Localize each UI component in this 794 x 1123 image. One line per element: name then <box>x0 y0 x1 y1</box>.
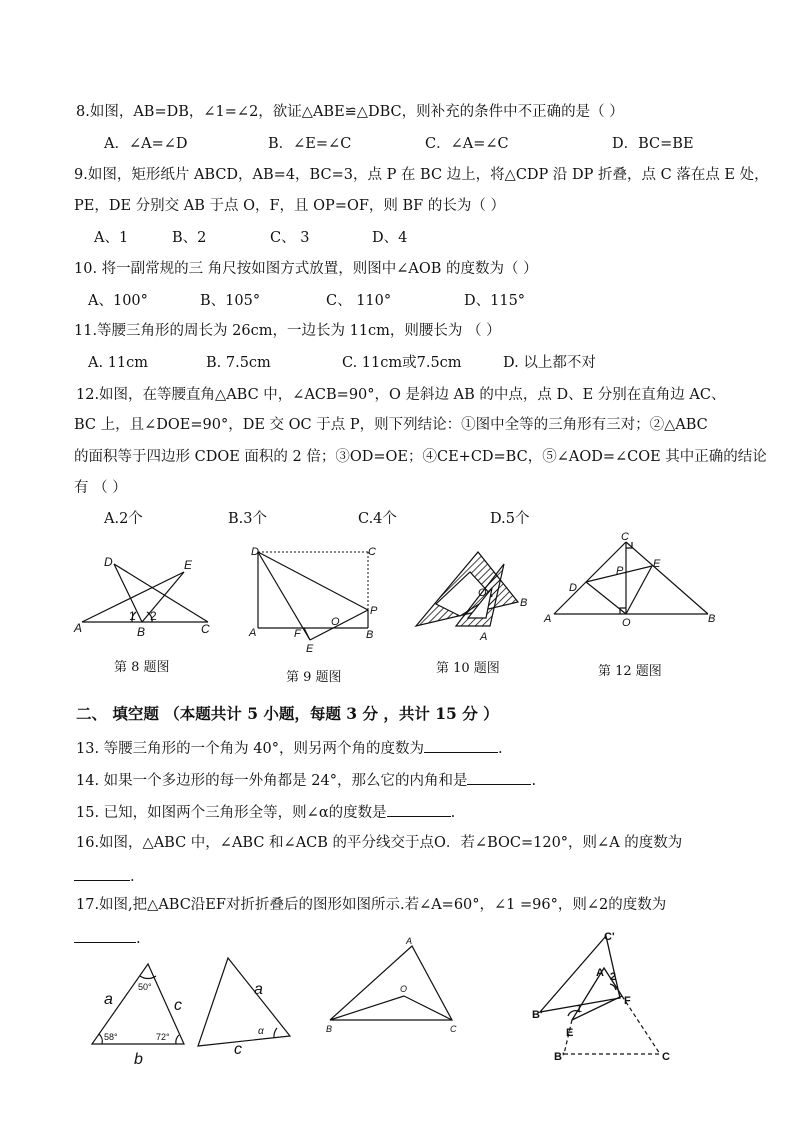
q8-option-d: D．BC=BE <box>612 136 694 152</box>
q14-period: . <box>531 773 537 789</box>
q15-line <box>76 802 455 822</box>
fig17-label-a: A <box>596 967 604 979</box>
fig10-label-a: A <box>480 631 488 643</box>
q10-option-b: B、105° <box>200 293 261 309</box>
q15-period: . <box>450 805 456 821</box>
fig8-label-2: 2 <box>150 609 157 623</box>
q14-line <box>76 770 536 790</box>
figure-12-caption: 第 12 题图 <box>598 664 662 679</box>
fig15-label-a-right: a <box>254 981 263 998</box>
figure-9 <box>244 542 384 655</box>
q8-option-a: A．∠A=∠D <box>104 136 188 152</box>
q13-text: 13. 等腰三角形的一个角为 40°，则另两个角的度数为 <box>76 741 424 757</box>
q17-text: 17.如图,把△ABC沿EF对折折叠后的图形如图所示.若∠A=60°，∠1 =96°，则∠2的度数为 <box>76 897 667 913</box>
q11-option-b: B. 7.5cm <box>206 355 271 371</box>
q10-option-d: D、115° <box>464 293 526 309</box>
fig17-label-c-prime: C' <box>604 931 615 943</box>
fig8-label-b: B <box>137 625 146 639</box>
q11-stem: 11.等腰三角形的周长为 26cm，一边长为 11cm，则腰长为 （ ） <box>74 323 501 339</box>
q9-line2: PE，DE 分别交 AB 于点 O，F，且 OP=OF，则 BF 的长为（ ） <box>74 198 505 214</box>
q9-option-d: D、4 <box>372 230 408 246</box>
fig15-label-a-left: a <box>104 991 113 1008</box>
fig9-label-p: P <box>370 605 378 617</box>
q13-answer-blank[interactable] <box>424 738 498 753</box>
q11-option-a: A. 11cm <box>88 355 149 371</box>
fig9-label-o: O <box>331 616 340 628</box>
q16-answer-blank[interactable] <box>74 866 130 881</box>
q16-period: . <box>130 869 135 885</box>
q9-option-c: C、 3 <box>270 230 310 246</box>
fig12-label-d: D <box>569 582 577 594</box>
fig12-label-p: P <box>616 565 624 577</box>
q9-option-b: B、2 <box>172 230 207 246</box>
fig8-label-d: D <box>104 555 113 569</box>
fig12-label-o: O <box>622 617 631 629</box>
fig15-angle-alpha: α <box>258 1026 264 1037</box>
fig15-angle-72: 72° <box>156 1032 170 1042</box>
fig9-label-d: D <box>251 546 259 558</box>
fig9-label-f: F <box>294 628 301 640</box>
fig8-label-1: 1 <box>129 609 136 623</box>
fig17-label-2: 2 <box>610 971 617 983</box>
figure-17 <box>528 926 678 1066</box>
q12-option-c: C.4个 <box>358 511 397 527</box>
figure-15 <box>88 952 298 1070</box>
q8-option-b: B．∠E=∠C <box>268 136 352 152</box>
q17-answer-blank[interactable] <box>74 928 136 943</box>
q12-option-a: A.2个 <box>104 511 143 527</box>
q10-stem: 10. 将一副常规的三 角尺按如图方式放置，则图中∠AOB 的度数为（ ） <box>74 261 538 277</box>
q16-line2 <box>74 866 135 886</box>
q12-line3: 的面积等于四边形 CDOE 面积的 2 倍；③OD=OE；④CE+CD=BC，⑤∠AOD=∠COE 其中正确的结论 <box>74 449 767 465</box>
q13-period: . <box>497 741 503 757</box>
fig10-label-o: O <box>478 587 487 599</box>
q11-option-d: D. 以上都不对 <box>503 355 596 371</box>
fig12-label-a: A <box>544 613 552 625</box>
q8-option-c: C．∠A=∠C <box>425 136 509 152</box>
fig12-label-e: E <box>653 558 661 570</box>
q12-line4: 有 （ ） <box>74 480 127 496</box>
fig8-label-c: C <box>201 622 210 636</box>
fig9-label-e: E <box>306 643 314 655</box>
fig8-label-e: E <box>184 558 193 572</box>
fig9-label-b: B <box>366 629 374 641</box>
q10-option-a: A、100° <box>88 293 148 309</box>
fig16-label-b: B <box>326 1024 333 1034</box>
q16-text: 16.如图，△ABC 中，∠ABC 和∠ACB 的平分线交于点O．若∠BOC=120°，则∠A 的度数为 <box>76 835 683 851</box>
fig17-label-c: C <box>662 1051 670 1063</box>
figure-9-caption: 第 9 题图 <box>286 670 342 685</box>
q10-option-c: C、 110° <box>326 293 392 309</box>
q8-stem: 8.如图，AB=DB，∠1=∠2，欲证△ABE≌△DBC，则补充的条件中不正确的是（ ） <box>76 104 624 120</box>
q12-option-b: B.3个 <box>228 511 267 527</box>
fig16-label-c: C <box>450 1024 457 1034</box>
fig17-label-f: F <box>624 995 631 1007</box>
fig15-angle-50: 50° <box>138 982 152 992</box>
fig9-label-a: A <box>249 627 257 639</box>
q15-text: 15. 已知，如图两个三角形全等，则∠α的度数是 <box>76 805 387 821</box>
q13-line <box>76 738 503 758</box>
fig17-label-e: E <box>566 1027 574 1039</box>
section-2-title: 二、 填空题 （本题共计 5 小题，每题 3 分 ，共计 15 分 ） <box>76 704 499 723</box>
q17-period: . <box>136 931 141 947</box>
q14-answer-blank[interactable] <box>467 770 531 785</box>
q9-line1: 9.如图，矩形纸片 ABCD，AB=4，BC=3，点 P 在 BC 边上，将△CDP 沿 DP 折叠，点 C 落在点 E 处， <box>74 167 769 183</box>
q14-text: 14. 如果一个多边形的每一外角都是 24°，那么它的内角和是 <box>76 773 468 789</box>
figure-8 <box>74 552 224 642</box>
figure-16 <box>322 934 472 1038</box>
q11-option-c: C. 11cm或7.5cm <box>342 355 462 371</box>
q12-option-d: D.5个 <box>490 511 530 527</box>
fig17-label-b-prime-bottom: B' <box>554 1051 565 1063</box>
fig15-angle-58: 58° <box>104 1032 118 1042</box>
fig15-label-b: b <box>134 1051 143 1068</box>
fig16-label-a: A <box>406 936 413 946</box>
figure-8-caption: 第 8 题图 <box>114 660 170 675</box>
q9-option-a: A、1 <box>94 230 129 246</box>
q12-line2: BC 上，且∠DOE=90°，DE 交 OC 于点 P，则下列结论：①图中全等的三角形有三对；②△ABC <box>74 417 708 433</box>
q17-line2 <box>74 928 141 948</box>
figure-10 <box>408 544 538 644</box>
figure-12 <box>540 530 720 632</box>
q12-line1: 12.如图，在等腰直角△ABC 中，∠ACB=90°，O 是斜边 AB 的中点，点 D、E 分别在直角边 AC、 <box>76 387 726 403</box>
figure-10-caption: 第 10 题图 <box>436 661 500 676</box>
fig12-label-b: B <box>708 613 716 625</box>
fig15-label-c-left: c <box>174 997 182 1014</box>
fig9-label-c: C <box>368 546 376 558</box>
fig17-label-1: 1 <box>576 1003 583 1015</box>
fig17-label-b-prime-top: B' <box>532 1009 543 1021</box>
fig15-label-c-right: c <box>234 1041 242 1058</box>
q15-answer-blank[interactable] <box>387 802 451 817</box>
fig10-label-b: B <box>520 597 528 609</box>
fig16-label-o: O <box>400 984 408 994</box>
fig8-label-a: A <box>74 621 83 635</box>
fig12-label-c: C <box>621 531 629 543</box>
